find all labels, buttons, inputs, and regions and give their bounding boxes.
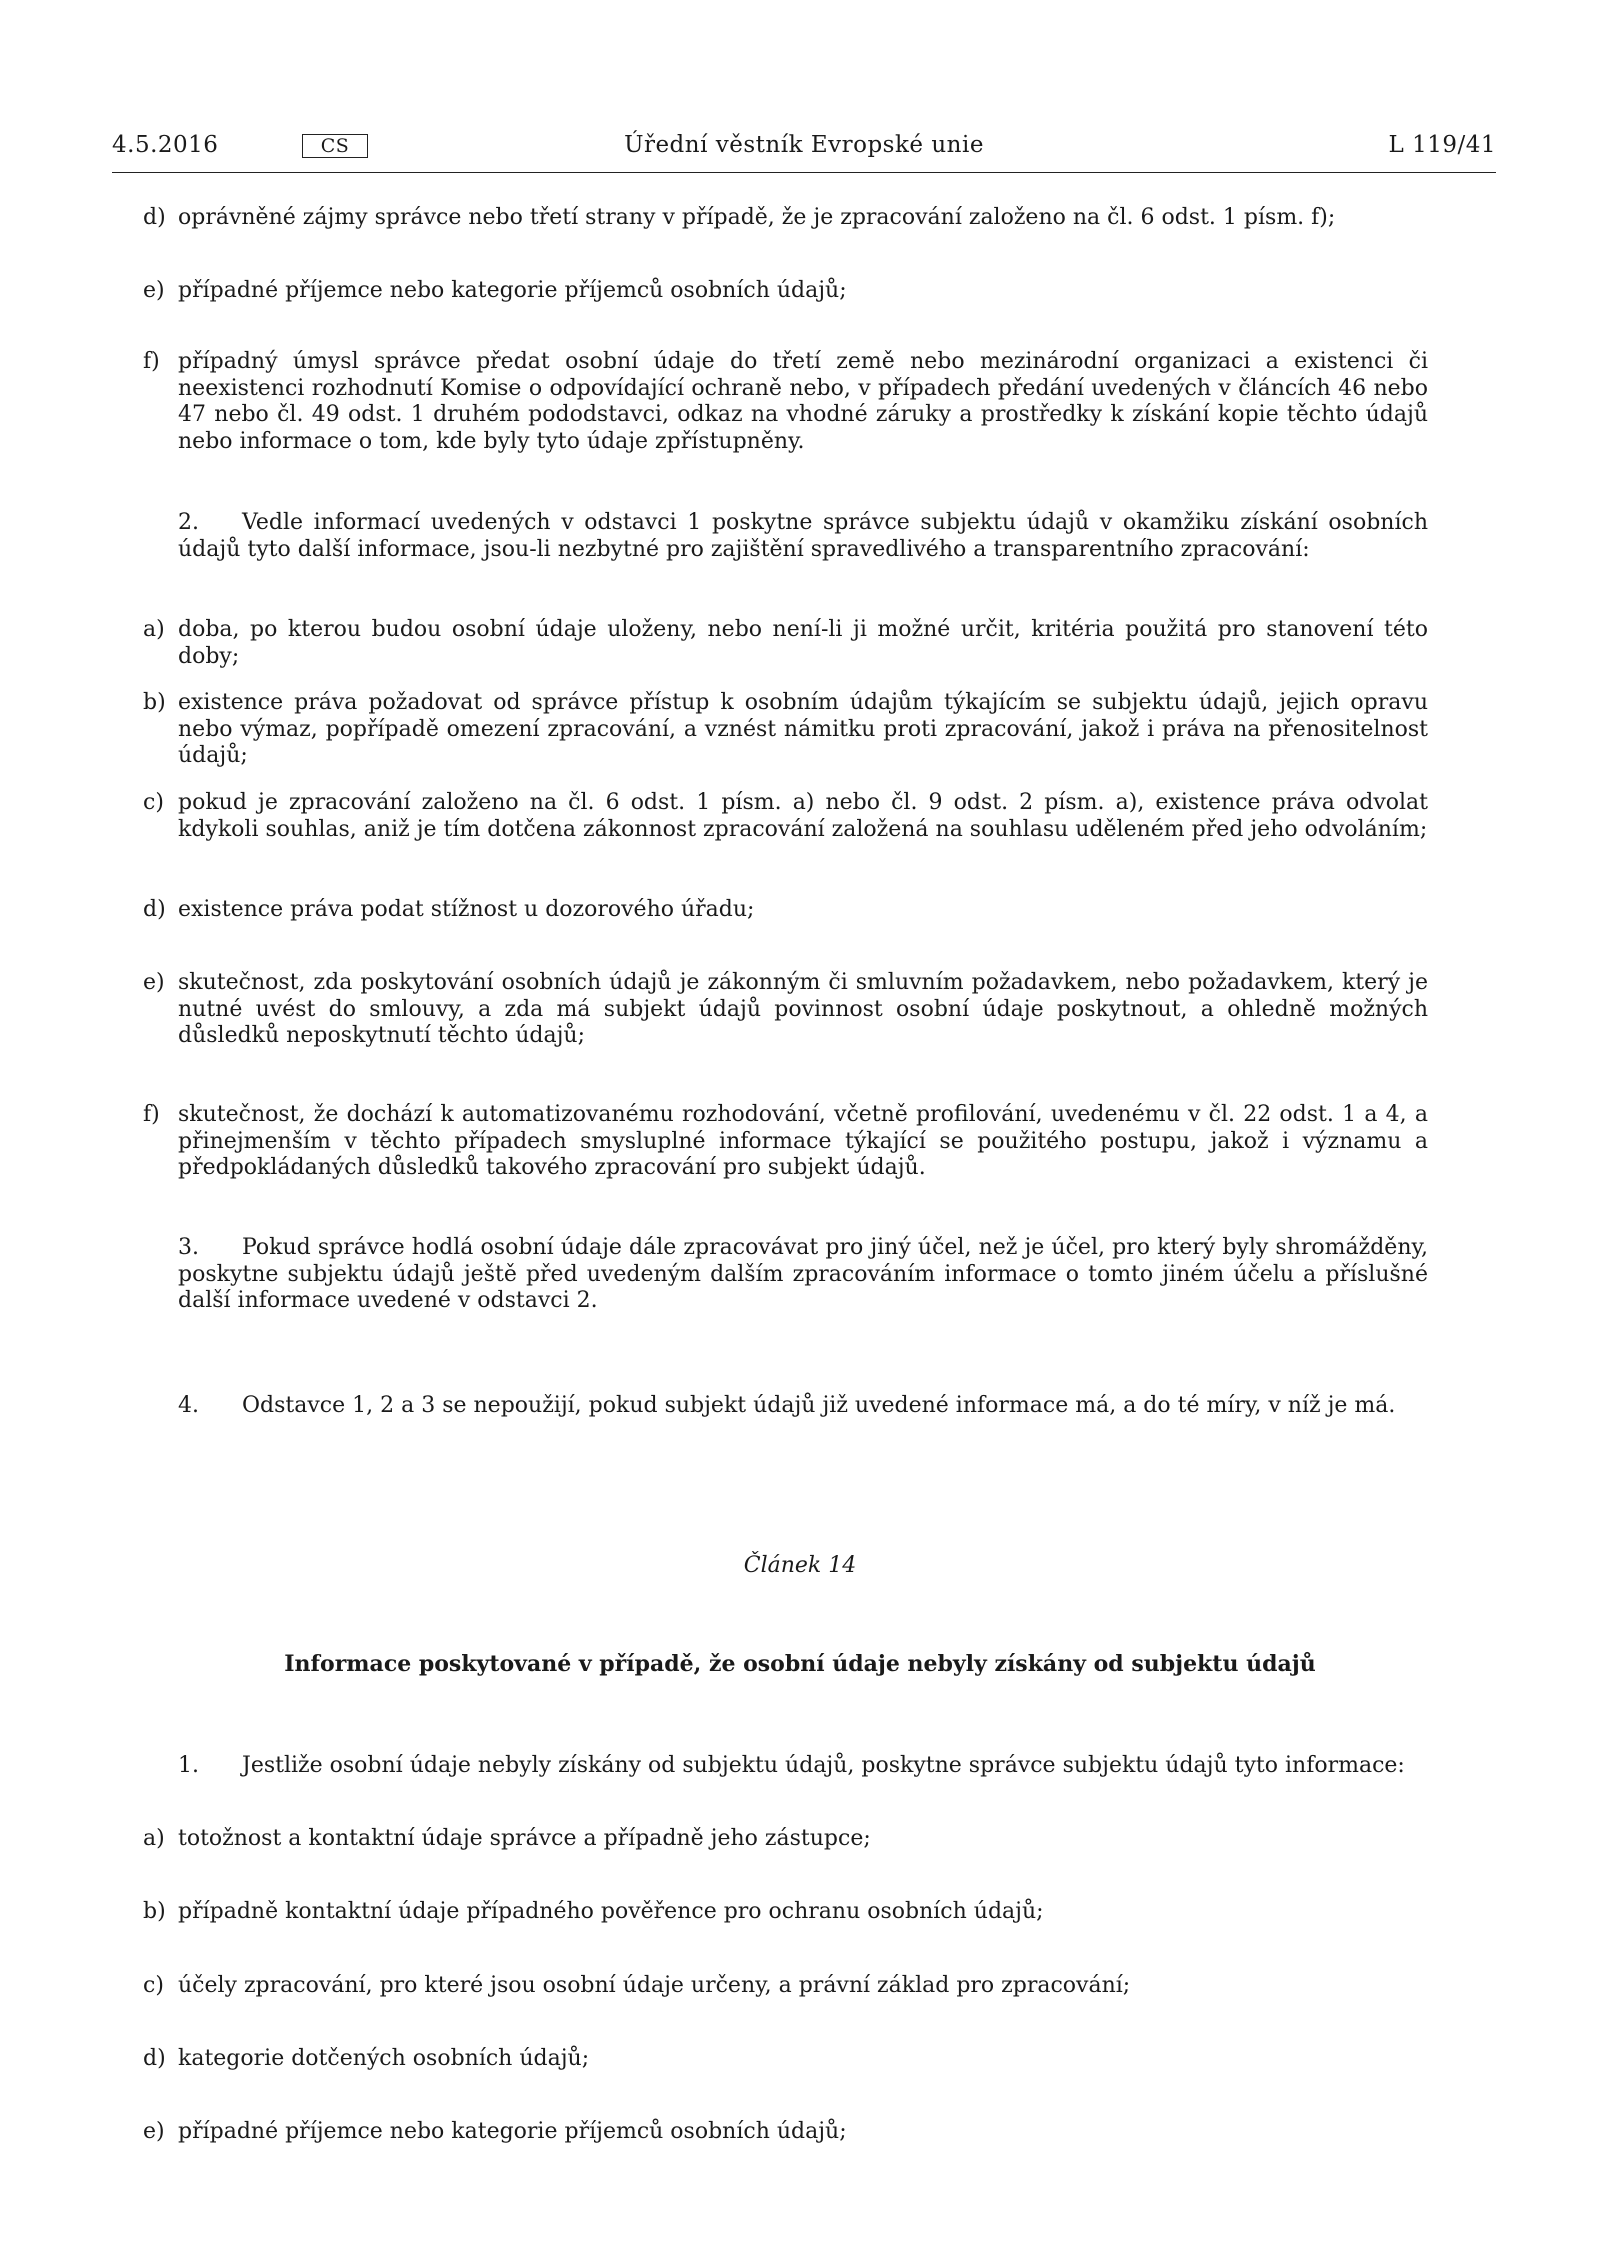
item-label: e) [143,278,165,303]
paragraph-number: 1. [178,1753,199,1778]
list-item [143,278,1428,305]
paragraph-text: Odstavce 1, 2 a 3 se nepoužijí, pokud subjekt údajů již uvedené informace má, a do té míry, v níž je má. [242,1393,1396,1418]
item-label: a) [143,1826,165,1851]
paragraph-3 [178,1235,1428,1315]
paragraph-text: Pokud správce hodlá osobní údaje dále zpracovávat pro jiný účel, než je účel, pro který byly shromážděny, poskytne subjektu údajů ještě před uvedeným dalším zpracováním informace o tomto jiném účelu a příslušné další informace uvedené v odstavci 2. [178,1235,1428,1313]
header-date: 4.5.2016 [112,132,219,158]
paragraph-text: Jestliže osobní údaje nebyly získány od subjektu údajů, poskytne správce subjektu údajů tyto informace: [242,1753,1405,1778]
list-item [143,1102,1428,1182]
item-label: e) [143,2119,165,2144]
item-text: případné příjemce nebo kategorie příjemců osobních údajů; [178,2119,847,2144]
page-reference: L 119/41 [1388,132,1496,158]
item-text: případně kontaktní údaje případného pověřence pro ochranu osobních údajů; [178,1899,1044,1924]
article14-paragraph-1 [178,1753,1428,1780]
paragraph-2 [178,510,1428,563]
item-label: f) [143,349,160,374]
item-text: případný úmysl správce předat osobní údaje do třetí země nebo mezinárodní organizaci a existenci či neexistenci rozhodnutí Komise o odpovídající ochraně nebo, v případech předání uvedených v článcích 46 nebo 47 nebo čl. 49 odst. 1 druhém pododstavci, odkaz na vhodné záruky a prostředky k získání kopie těchto údajů nebo informace o tom, kde byly tyto údaje zpřístupněny. [178,349,1428,454]
item-text: skutečnost, že dochází k automatizovanému rozhodování, včetně profilování, uvedenému v čl. 22 odst. 1 a 4, a přinejmenším v těchto případech smysluplné informace týkající se použitého postupu, jakož i významu a předpokládaných důsledků takového zpracování pro subjekt údajů. [178,1102,1428,1180]
item-label: c) [143,1973,164,1998]
item-label: c) [143,790,164,815]
item-text: existence práva podat stížnost u dozorového úřadu; [178,897,755,922]
item-label: b) [143,1899,166,1924]
item-text: existence práva požadovat od správce přístup k osobním údajům týkajícím se subjektu údajů, jejich opravu nebo výmaz, popřípadě omezení zpracování, a vznést námitku proti zpracování, jakož i práva na přenositelnost údajů; [178,690,1428,768]
item-label: d) [143,2046,166,2071]
list-item [143,970,1428,1050]
item-label: e) [143,970,165,995]
item-text: doba, po kterou budou osobní údaje uloženy, nebo není-li ji možné určit, kritéria použitá pro stanovení této doby; [178,617,1428,669]
paragraph-number: 2. [178,510,199,535]
item-text: pokud je zpracování založeno na čl. 6 odst. 1 písm. a) nebo čl. 9 odst. 2 písm. a), existence práva odvolat kdykoli souhlas, aniž je tím dotčena zákonnost zpracování založená na souhlasu uděleném před jeho odvoláním; [178,790,1428,842]
language-code-box: CS [302,134,368,158]
header-rule [112,172,1496,173]
list-item [143,349,1428,455]
item-label: d) [143,897,166,922]
list-item [143,205,1428,232]
list-item [143,690,1428,770]
list-item [143,2046,1428,2073]
article-title: Článek 14 [743,1553,857,1578]
paragraph-4 [178,1393,1428,1420]
item-label: b) [143,690,166,715]
item-text: skutečnost, zda poskytování osobních údajů je zákonným či smluvním požadavkem, nebo požadavkem, který je nutné uvést do smlouvy, a zda má subjekt údajů povinnost osobní údaje poskytnout, a ohledně možných důsledků neposkytnutí těchto údajů; [178,970,1428,1048]
journal-title: Úřední věstník Evropské unie [624,132,984,158]
list-item [143,1826,1428,1853]
page-header [112,132,1496,166]
item-text: účely zpracování, pro které jsou osobní údaje určeny, a právní základ pro zpracování; [178,1973,1131,1998]
list-item [143,2119,1428,2146]
paragraph-number: 4. [178,1393,199,1418]
item-text: případné příjemce nebo kategorie příjemců osobních údajů; [178,278,847,303]
item-text: oprávněné zájmy správce nebo třetí strany v případě, že je zpracování založeno na čl. 6 odst. 1 písm. f); [178,205,1336,230]
list-item [143,1899,1428,1926]
list-item [143,897,1428,924]
item-label: d) [143,205,166,230]
item-text: totožnost a kontaktní údaje správce a případně jeho zástupce; [178,1826,871,1851]
article-heading: Informace poskytované v případě, že osobní údaje nebyly získány od subjektu údajů [284,1651,1316,1677]
list-item [143,1973,1428,2000]
item-label: a) [143,617,165,642]
item-label: f) [143,1102,160,1127]
paragraph-text: Vedle informací uvedených v odstavci 1 poskytne správce subjektu údajů v okamžiku získání osobních údajů tyto další informace, jsou-li nezbytné pro zajištění spravedlivého a transparentního zpracování: [178,510,1428,562]
list-item [143,790,1428,843]
paragraph-number: 3. [178,1235,199,1260]
item-text: kategorie dotčených osobních údajů; [178,2046,590,2071]
list-item [143,617,1428,670]
